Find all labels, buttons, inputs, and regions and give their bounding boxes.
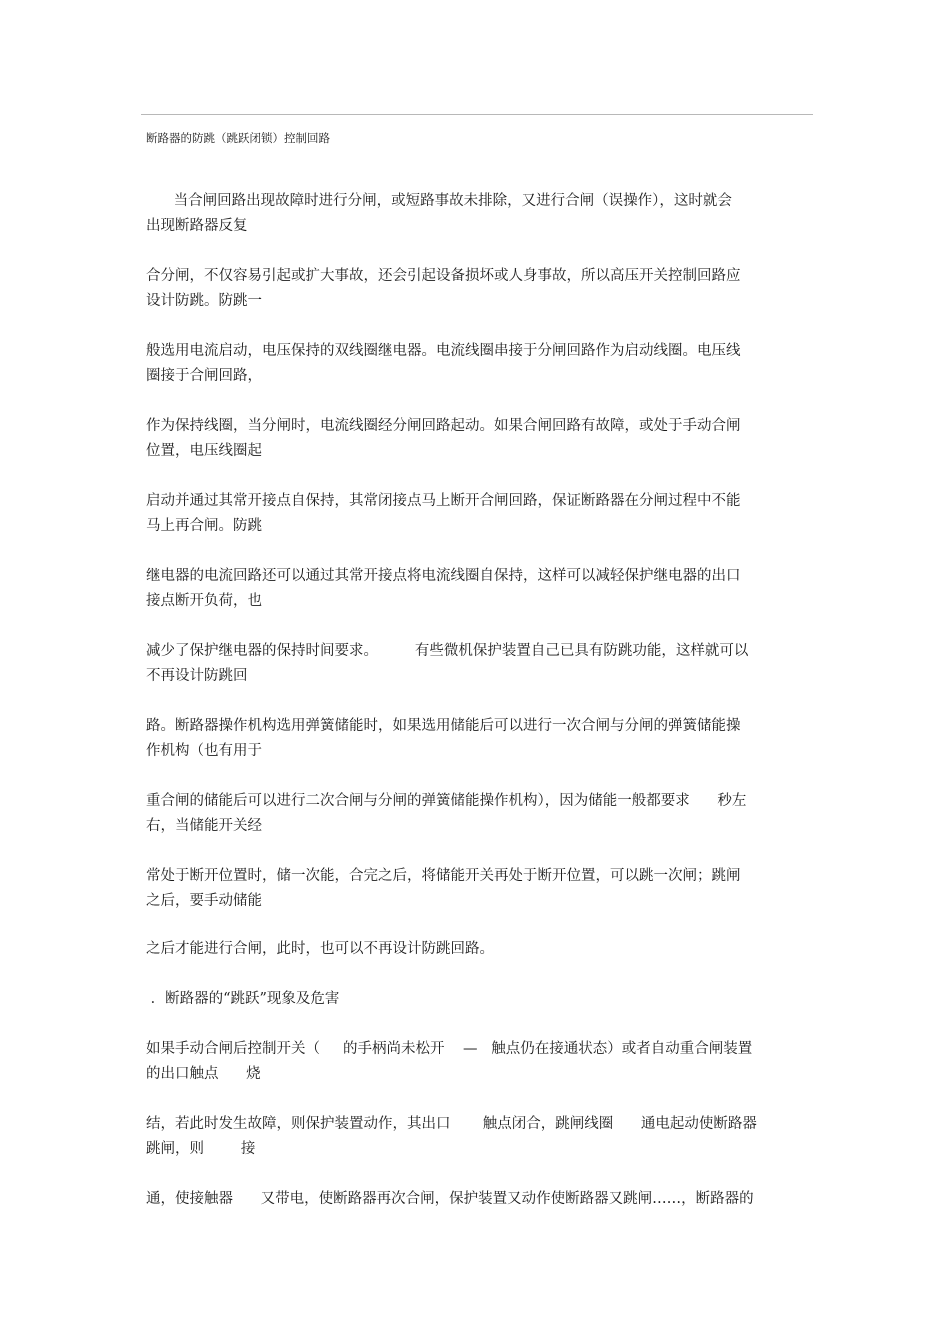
paragraph-line: 位置，电压线圈起	[146, 443, 262, 459]
paragraph	[146, 489, 810, 539]
paragraph	[146, 864, 810, 914]
paragraph	[146, 339, 810, 389]
paragraph	[146, 564, 810, 614]
paragraph	[146, 987, 810, 1012]
paragraph	[146, 189, 810, 239]
paragraph-line: 不再设计防跳回	[146, 668, 248, 684]
paragraph-line: 作机构（也有用于	[146, 743, 262, 759]
paragraph	[146, 789, 810, 839]
paragraph-line: 之后，要手动储能	[146, 893, 262, 909]
paragraph-line: 重合闸的储能后可以进行二次合闸与分闸的弹簧储能操作机构），因为储能一般都要求 秒左	[146, 793, 747, 809]
paragraph-line: 般选用电流启动，电压保持的双线圈继电器。电流线圈串接于分闸回路作为启动线圈。电压线	[146, 343, 741, 359]
paragraph	[146, 1037, 810, 1087]
paragraph-line: 圈接于合闸回路，	[146, 368, 262, 384]
paragraph-line: 出现断路器反复	[146, 218, 248, 234]
paragraph	[146, 1112, 810, 1162]
paragraph-line: 设计防跳。防跳一	[146, 293, 262, 309]
paragraph-line: 合分闸，不仅容易引起或扩大事故，还会引起设备损坏或人身事故，所以高压开关控制回路应	[146, 268, 741, 284]
paragraph	[146, 639, 810, 689]
paragraph-line: 常处于断开位置时，储一次能，合完之后，将储能开关再处于断开位置，可以跳一次闸；跳闸	[146, 868, 741, 884]
paragraph-line: 减少了保护继电器的保持时间要求。 有些微机保护装置自己已具有防跳功能，这样就可以	[146, 643, 749, 659]
paragraph-line: 作为保持线圈，当分闸时，电流线圈经分闸回路起动。如果合闸回路有故障，或处于手动合闸	[146, 418, 741, 434]
paragraph	[146, 714, 810, 764]
paragraph-line: 结，若此时发生故障，则保护装置动作，其出口 触点闭合，跳闸线圈 通电起动使断路器	[146, 1116, 757, 1132]
paragraph-line: ．断路器的“跳跃”现象及危害	[146, 991, 340, 1007]
paragraph	[146, 1187, 810, 1212]
paragraph	[146, 937, 810, 962]
document-title: 断路器的防跳（跳跃闭锁）控制回路	[146, 131, 330, 145]
paragraph-line: 接点断开负荷，也	[146, 593, 262, 609]
paragraph-line: 之后才能进行合闸，此时，也可以不再设计防跳回路。	[146, 941, 494, 957]
paragraph-line: 跳闸，则 接	[146, 1141, 256, 1157]
paragraph-line: 通，使接触器 又带电，使断路器再次合闸，保护装置又动作使断路器又跳闸……，断路器的	[146, 1191, 754, 1207]
paragraph-line: 当合闸回路出现故障时进行分闸，或短路事故未排除，又进行合闸（误操作），这时就会	[146, 193, 732, 209]
header-divider	[141, 114, 813, 115]
paragraph-line: 的出口触点 烧	[146, 1066, 261, 1082]
paragraph	[146, 264, 810, 314]
paragraph-line: 路。断路器操作机构选用弹簧储能时，如果选用储能后可以进行一次合闸与分闸的弹簧储能操	[146, 718, 741, 734]
paragraph-line: 继电器的电流回路还可以通过其常开接点将电流线圈自保持，这样可以减轻保护继电器的出口	[146, 568, 741, 584]
paragraph	[146, 414, 810, 464]
paragraph-line: 如果手动合闸后控制开关（ 的手柄尚未松开 — 触点仍在接通状态）或者自动重合闸装置	[146, 1041, 753, 1057]
paragraph-line: 右，当储能开关经	[146, 818, 262, 834]
paragraph-line: 马上再合闸。防跳	[146, 518, 262, 534]
paragraph-line: 启动并通过其常开接点自保持，其常闭接点马上断开合闸回路，保证断路器在分闸过程中不能	[146, 493, 741, 509]
